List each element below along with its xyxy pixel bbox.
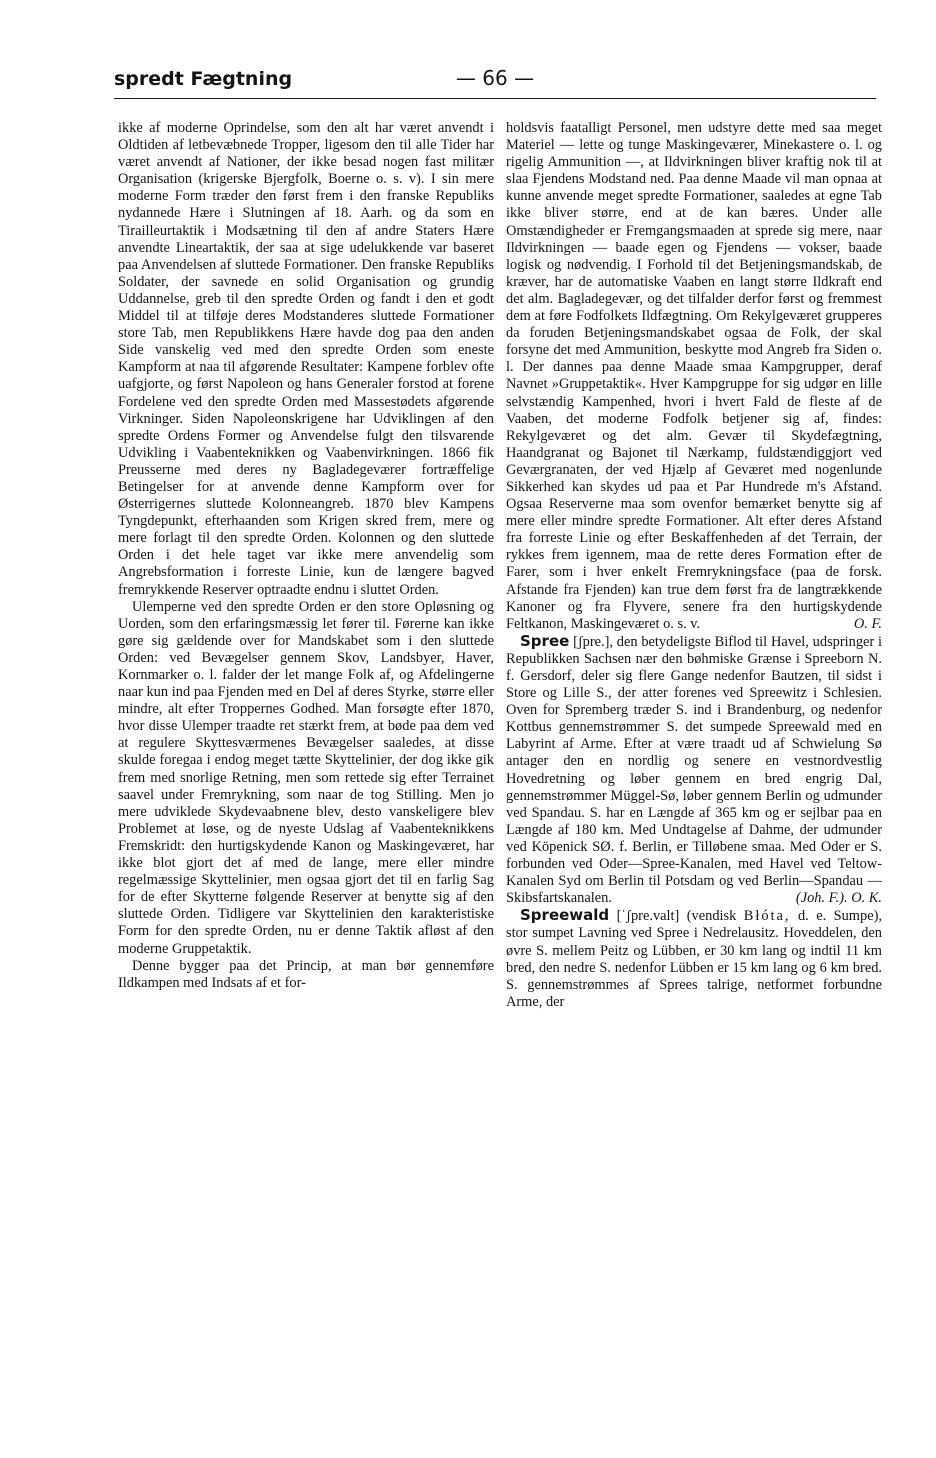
paragraph-gruppetaktik [506,120,882,633]
entry-pronunciation-spreewald: [ˈʃpre.valt] (vendisk [616,908,737,925]
entry-headword-spree: Spree [520,631,570,650]
right-column [506,120,882,1338]
entry-headword-spreewald: Spreewald [520,906,610,925]
running-title: spredt Fægtning [114,68,293,90]
entry-native-name: Błóta, [743,908,791,925]
entry-body-spreewald: d. e. Sumpe), stor sumpet Lavning ved Spree i Nedrelausitz. Hoveddelen, den øvre S. mellem Peitz og Lübben, er 30 km lang og indtil 11 km bred, den nedre S. nedenfor Lübben er 15 km lang og 6 km bred. S. gennemstrømmes af Sprees talrige, netformet forbundne Arme, der [506,908,882,1010]
paragraph-spredt-fegtning-drawbacks: Ulemperne ved den spredte Orden er den store Opløsning og Uorden, som den erfaringsmæssig let fører til. Førerne kan ikke gøre sig gældende over for Mandskabet som i den sluttede Orden: ved Bevægelser gennem Skov, Landsbyer, Haver, Kornmarker o. l. falder der let mange Folk af, og Afdelingerne naar kun ind paa Fjenden med en Del af deres Styrke, større eller mindre, alt efter Troppernes Godhed. Man forsøgte efter 1870, hvor disse Ulemper traadte ret stærkt frem, at bøde paa dem ved at regulere Skyttesværmenes Bevægelser saaledes, at disse skulde foregaa i endog meget tætte Skyttelinier, der dog ikke gik frem med snorlige Retning, men som rettede sig efter Terrainet saavel under Fremrykning, som naar de tog Stilling. Men jo mere udviklede Skydevaabnene blev, desto vanskeligere blev Problemet at løse, og de nyeste Udslag af Vaabenteknikkens Fremskridt: den hurtigskydende Kanon og Maskingeværet, har ikke blot gjort det af med de lange, mere eller mindre regelmæssige Skyttelinier, men ogsaa gjort det til en farlig Sag for de efter Skytterne følgende Reserver at benytte sig af den sluttede Orden. Tidligere var Skyttelinien den karakteristiske Form for den spredte Orden, nu er denne Taktik afløst af den moderne Gruppetaktik. [118,598,494,957]
left-column [118,120,494,1338]
entry-body-spree: [ʃpre.], den betydeligste Biflod til Havel, udspringer i Republikken Sachsen nær den bøhmiske Grænse i Spreeborn N. f. Gersdorf, deler sig flere Gange nedenfor Bautzen, til sidst i Store og Lille S., der atter forenes ved Spreewitz i Schlesien. Oven for Spremberg træder S. ind i Brandenburg, og nedenfor Kottbus gennemstrømmer S. det sumpede Spreewald med en Labyrint af Arme. Efter at være traadt ud af Schwielung Sø antager den en nordlig og senere en vestnordvestlig Hovedretning og løber gennem en bred engrig Dal, gennemstrømmer Müggel-Sø, løber gennem Berlin og udmunder ved Spandau. S. har en Længde af 365 km og er sejlbar paa en Længde af 180 km. Med Undtagelse af Dahme, der udmunder ved Köpenick SØ. f. Berlin, er Tilløbene smaa. Med Oder er S. forbunden ved Oder—Spree-Kanalen, med Havel ved Teltow-Kanalen Syd om Berlin til Potsdam og ved Berlin—Spandau —Skibsfartskanalen. [506,633,882,907]
author-signature: (Joh. F.). O. K. [795,890,882,907]
paragraph-spredt-fegtning-history: ikke af moderne Oprindelse, som den alt har været anvendt i Oldtiden af letbevæbnede Tropper, ligesom den til alle Tider har været anvendt af Nationer, der ikke besad nogen fast militær Organisation (krigerske Bjergfolk, Boerne o. s. v). I sin mere moderne Form træder den først frem i den franske Republiks nydannede Hære i Slutningen af 18. Aarh. og da som en Tirailleurtaktik i Modsætning til den af andre Staters Hære anvendte Lineartaktik, der saa at sige udelukkende var baseret paa Anvendelsen af sluttede Formationer. Den franske Republiks Soldater, der savnede en solid Organisation og grundig Uddannelse, greb til den spredte Orden og fandt i den et godt Middel til at tilføje deres Modstanderes sluttede Formationer store Tab, men Republikkens Hære havde dog paa den anden Side vanskelig ved med den spredte Orden som eneste Kampform at naa til afgørende Resultater: Kampene forblev ofte uafgjorte, og først Napoleon og hans Generaler forstod at forene Fordelene ved den spredte Orden med Massestødets afgørende Virkninger. Siden Napoleonskrigene har Udviklingen af den spredte Ordens Former og Anvendelse fulgt den tilsvarende Udvikling i Vaabenteknikken og Vaabenvirkningen. 1866 fik Preusserne med deres ny Bagladegeværer fortræffelige Betingelser for at anvende denne Kampform over for Østerrigernes sluttede Kolonneangreb. 1870 blev Kampens Tyngdepunkt, efterhaanden som Krigen skred frem, mere og mere forlagt til den spredte Orden. Kolonnen og den sluttede Orden i det hele taget var ikke mere anvendelig som Angrebsformation i forreste Linie, kun de længere bagved fremrykkende Reserver optraadte endnu i sluttet Orden. [118,120,494,598]
paragraph-gruppetaktik-text: holdsvis faatalligt Personel, men udstyre dette med saa meget Materiel — lette og tunge Maskingeværer, Minekastere o. l. og rigelig Ammunition —, at Ildvirkningen bliver kraftig nok til at slaa Fjendens Modstand ned. Paa denne Maade vil man opnaa at kunne anvende meget spredte Formationer, saaledes at egne Tab ikke bliver større, end at de kan bæres. Under alle Omstændigheder er Fremgangsmaaden at sprede sig mere, naar Ildvirkningen — baade egen og Fjendens — vokser, baade logisk og nødvendig. I Forhold til det Betjeningsmandskab, de kræver, har de automatiske Vaaben en langt større Ildkraft end det alm. Bagladegevær, og det tilfalder derfor først og fremmest dem at føre Fodfolkets Ildfægtning. Om Rekylgeværet grupperes da foruden Betjeningsmandskabet ogsaa de Folk, der skal forsyne det med Ammunition, beskytte mod Angreb fra Siden o. l. Der dannes paa denne Maade smaa Kampgrupper, deraf Navnet »Gruppetaktik«. Hver Kampgruppe for sig udgør en lille selvstændig Kampenhed, hvori i hvert Fald de fleste af de Vaaben, det moderne Fodfolk betjener sig af, findes: Rekylgeværet og det alm. Gevær til Skydefægtning, Haandgranat og Bajonet til Nærkamp, fuldstændiggjort ved Geværgranaten, der ved Hjælp af Geværet med nogenlunde Sikkerhed kan skydes ud paa et Par Hundrede m's Afstand. Ogsaa Reserverne maa som ovenfor bemærket benytte sig af mere eller mindre spredte Formationer. Alt efter deres Afstand fra forreste Linie og efter Beskaffenheden af det Terrain, der rykkes frem igennem, maa de rette deres Formation efter de Farer, som i hver enkelt Fremrykningsface (paa de forsk. Afstande fra Fjenden) kan true dem først fra de langtrækkende Kanoner og fra Flyvere, senere fra den hurtigskydende Feltkanon, Maskingeværet o. s. v. [506,120,882,632]
entry-spree [506,633,882,908]
page-number: — 66 — [455,66,535,90]
entry-spreewald [506,907,882,1011]
page-header [114,62,876,99]
paragraph-gruppetaktik-intro: Denne bygger paa det Princip, at man bør gennemføre Ildkampen med Indsats af et for- [118,957,494,991]
author-signature: O. F. [853,615,882,632]
